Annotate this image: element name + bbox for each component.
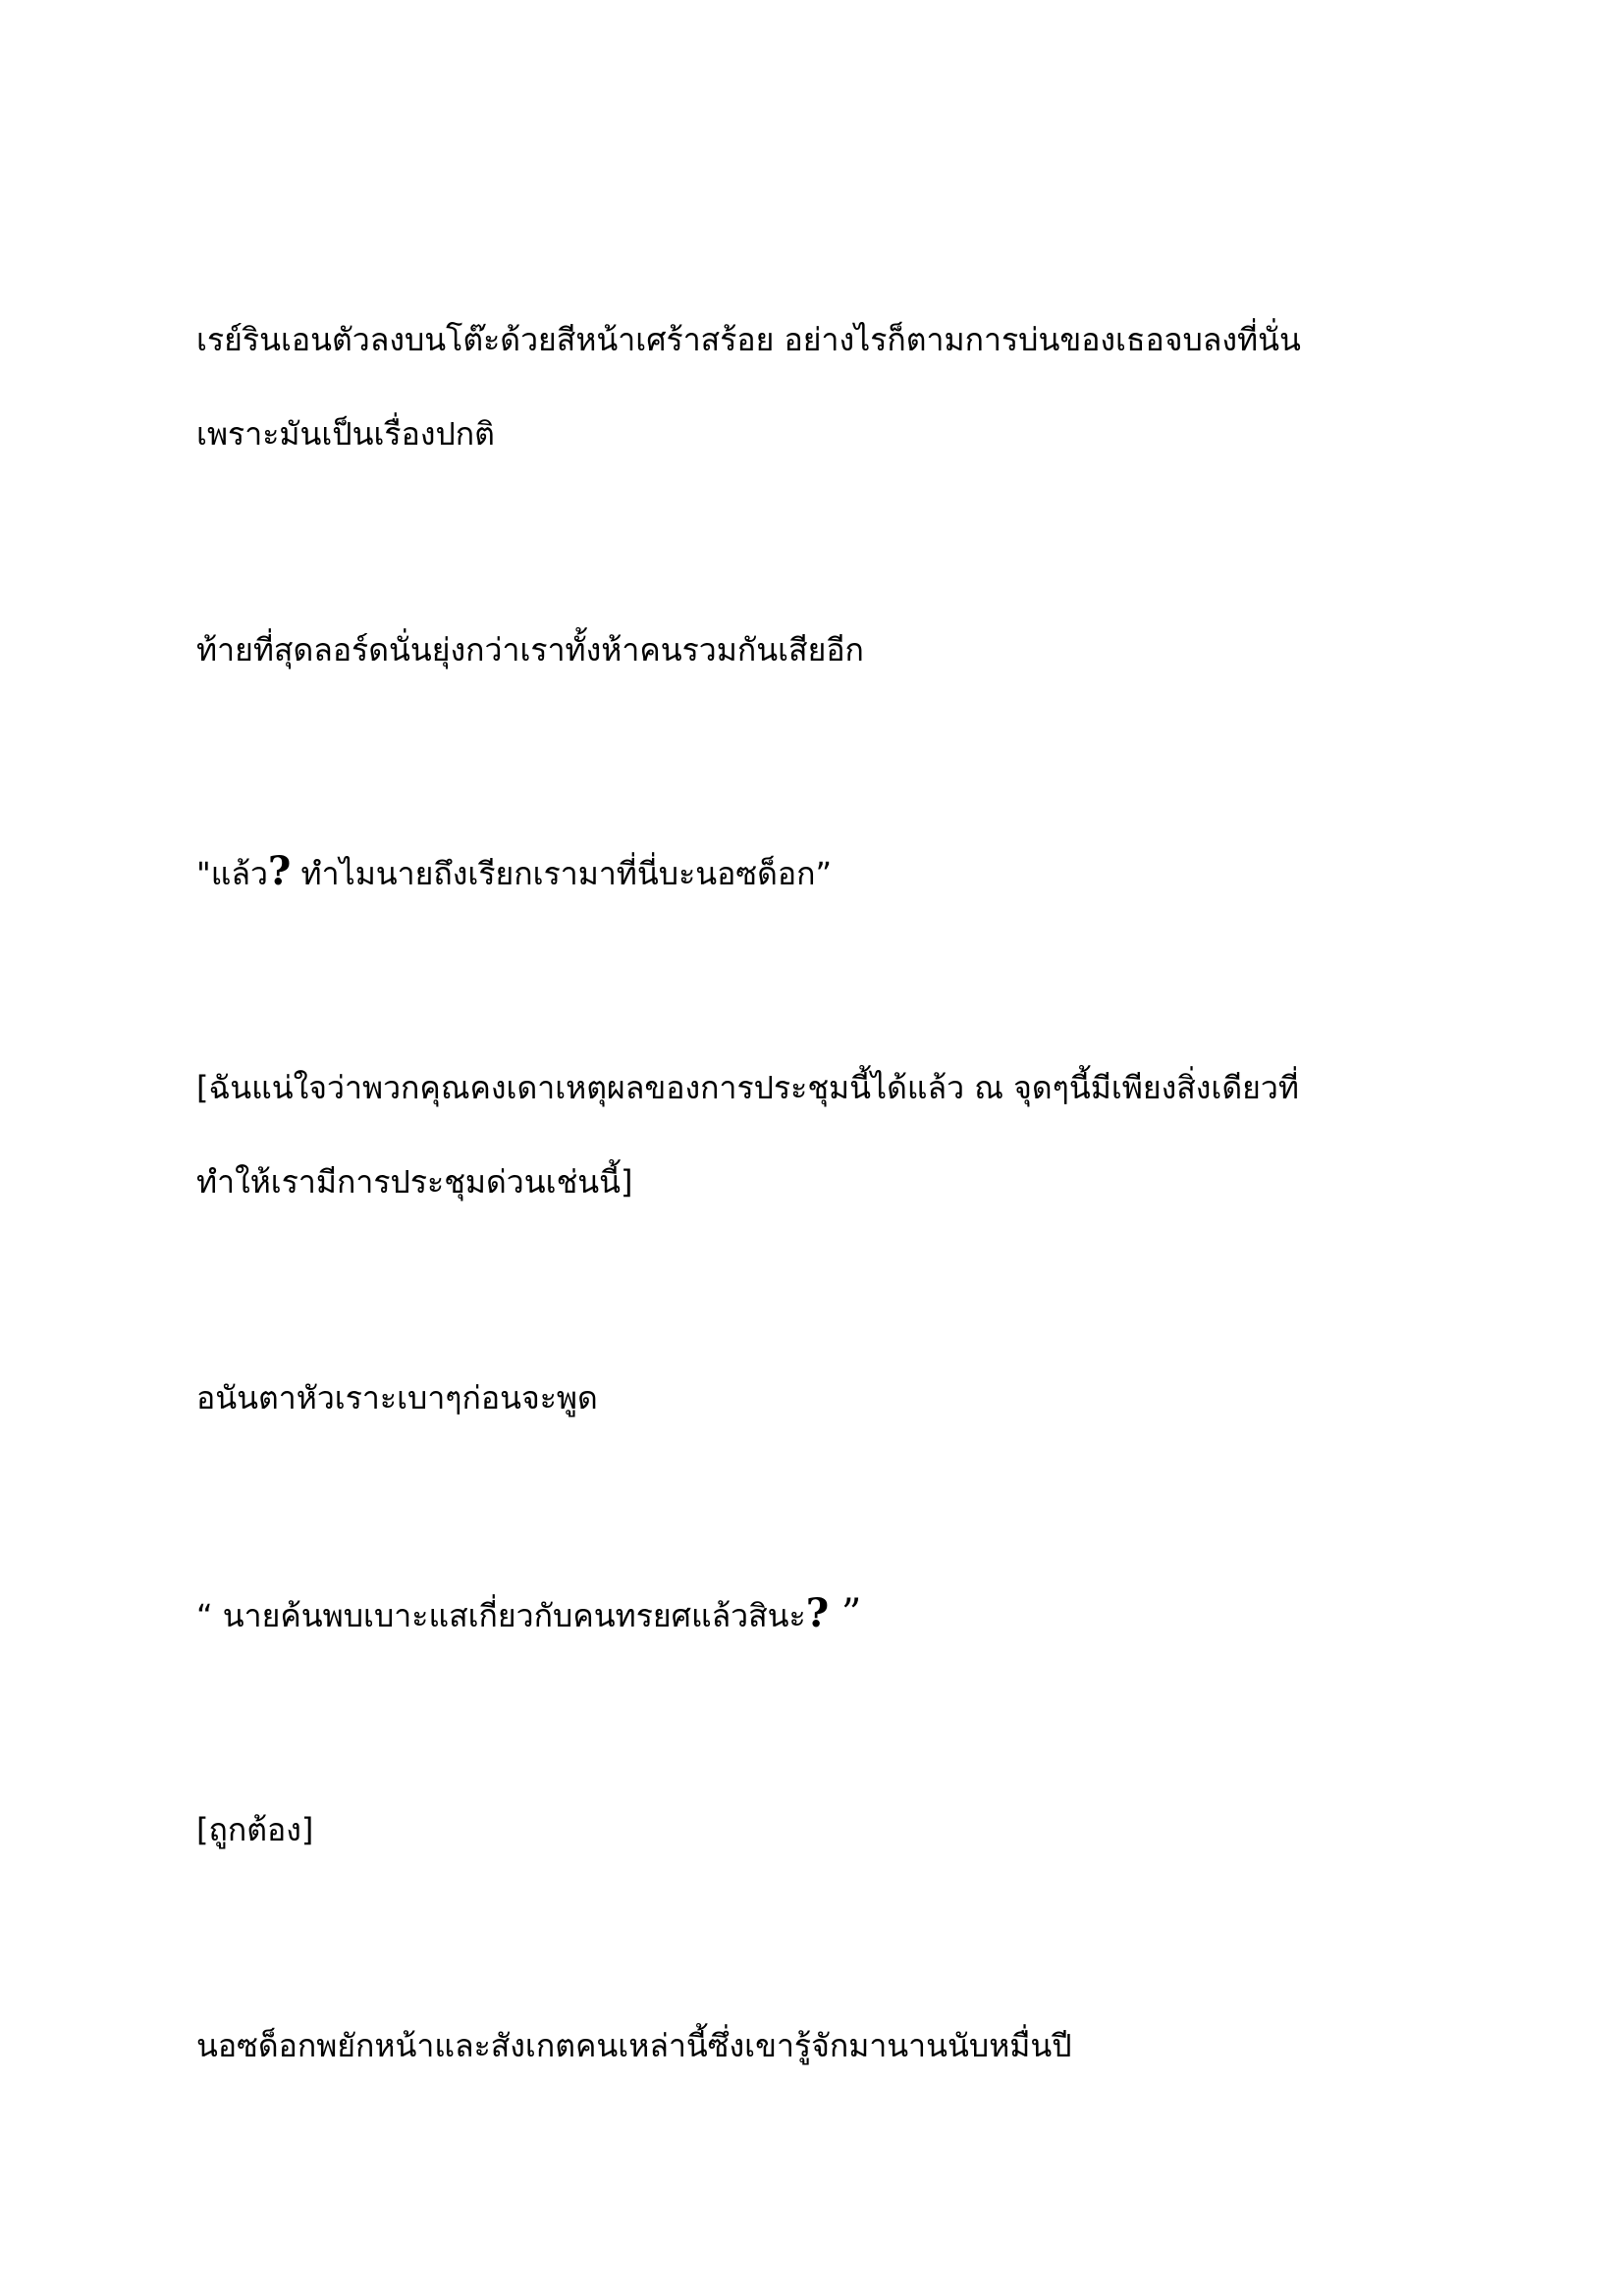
paragraph-correct (196, 1783, 1463, 1877)
paragraph-meeting-reason (196, 1041, 1463, 1229)
dialogue-text: “ นายค้นพบเบาะแสเกี่ยวกับคนทรยศแล้วสินะ (196, 1597, 806, 1634)
paragraph-why-call-us (196, 825, 1463, 921)
paragraph-reyrin-leans (196, 293, 1463, 481)
paragraph-text: อนันตาหัวเราะเบาๆก่อนจะพูด (196, 1379, 598, 1416)
dialogue-text: "แล้ว (196, 855, 268, 892)
paragraph-traitor-clue (196, 1567, 1463, 1663)
paragraph-lord-busy (196, 603, 1463, 697)
paragraph-line: เพราะมันเป็นเรื่องปกติ (196, 415, 495, 453)
paragraph-line: [ฉันแน่ใจว่าพวกคุณคงเดาเหตุผลของการประชุมนี้ได้แล้ว ณ จุดๆนี้มีเพียงสิ่งเดียวที่ (196, 1069, 1299, 1106)
closing-quote: ” (829, 1591, 862, 1636)
paragraph-line: เรย์รินเอนตัวลงบนโต๊ะด้วยสีหน้าเศร้าสร้อย อย่างไรก็ตามการบ่นของเธอจบลงที่นั่น (196, 321, 1301, 358)
paragraph-nozdog-nods (196, 1999, 1463, 2093)
paragraph-line: ทำให้เรามีการประชุมด่วนเช่นนี้] (196, 1163, 633, 1201)
paragraph-text: นอซด็อกพยักหน้าและสังเกตคนเหล่านี้ซึ่งเขารู้จักมานานนับหมื่นปี (196, 2027, 1072, 2064)
paragraph-text: [ถูกต้อง] (196, 1811, 314, 1848)
question-mark: ? (805, 1590, 830, 1636)
question-mark: ? (267, 848, 292, 894)
dialogue-text: ทำไมนายถึงเรียกเรามาที่นี่บะนอซด็อก” (291, 855, 833, 892)
paragraph-ananta-laughs (196, 1351, 1463, 1445)
paragraph-text: ท้ายที่สุดลอร์ดนั่นยุ่งกว่าเราทั้งห้าคนรวมกันเสียอีก (196, 631, 864, 668)
